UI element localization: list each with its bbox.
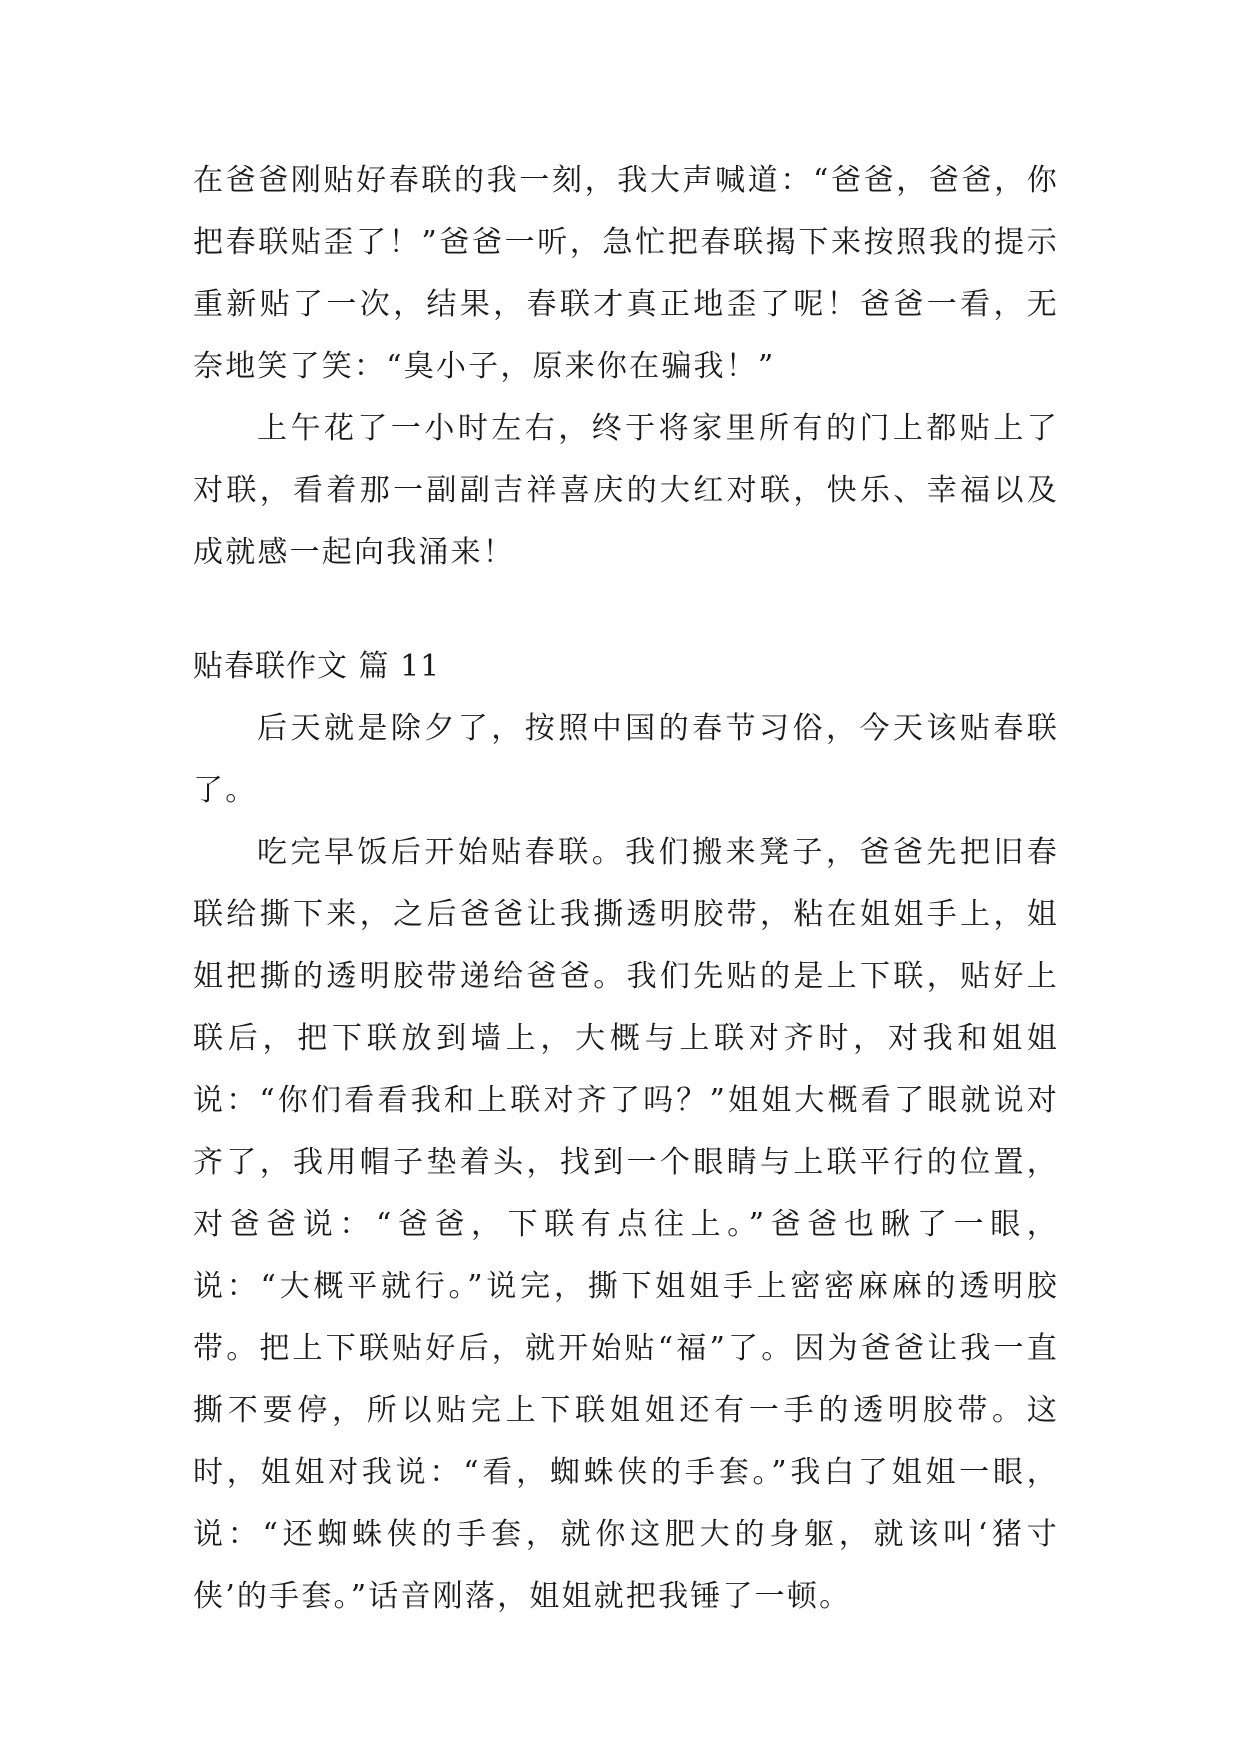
paragraph-conclusion: 上午花了一小时左右，终于将家里所有的门上都贴上了对联，看着那一副副吉祥喜庆的大红对联，快乐、幸福以及成就感一起向我涌来！	[193, 411, 1059, 570]
section-title: 贴春联作文 篇 11	[193, 649, 441, 684]
paragraph-continued: 在爸爸刚贴好春联的我一刻，我大声喊道：“爸爸，爸爸，你把春联贴歪了！”爸爸一听，急忙把春联揭下来按照我的提示重新贴了一次，结果，春联才真正地歪了呢！爸爸一看，无奈地笑了笑：“臭小子，原来你在骗我！”	[193, 163, 1059, 384]
document-page	[193, 150, 1059, 1628]
paragraph-story: 吃完早饭后开始贴春联。我们搬来凳子，爸爸先把旧春联给撕下来，之后爸爸让我撕透明胶带，粘在姐姐手上，姐姐把撕的透明胶带递给爸爸。我们先贴的是上下联，贴好上联后，把下联放到墙上，大概与上联对齐时，对我和姐姐说：“你们看看我和上联对齐了吗？”姐姐大概看了眼就说对齐了，我用帽子垫着头，找到一个眼睛与上联平行的位置，对爸爸说：“爸爸，下联有点往上。”爸爸也瞅了一眼，说：“大概平就行。”说完，撕下姐姐手上密密麻麻的透明胶带。把上下联贴好后，就开始贴“福”了。因为爸爸让我一直撕不要停，所以贴完上下联姐姐还有一手的透明胶带。这时，姐姐对我说：“看，蜘蛛侠的手套。”我白了姐姐一眼，说：“还蜘蛛侠的手套，就你这肥大的身躯，就该叫‘猪寸侠’的手套。”话音刚落，姐姐就把我锤了一顿。	[193, 835, 1059, 1614]
paragraph-intro: 后天就是除夕了，按照中国的春节习俗，今天该贴春联了。	[193, 711, 1059, 808]
